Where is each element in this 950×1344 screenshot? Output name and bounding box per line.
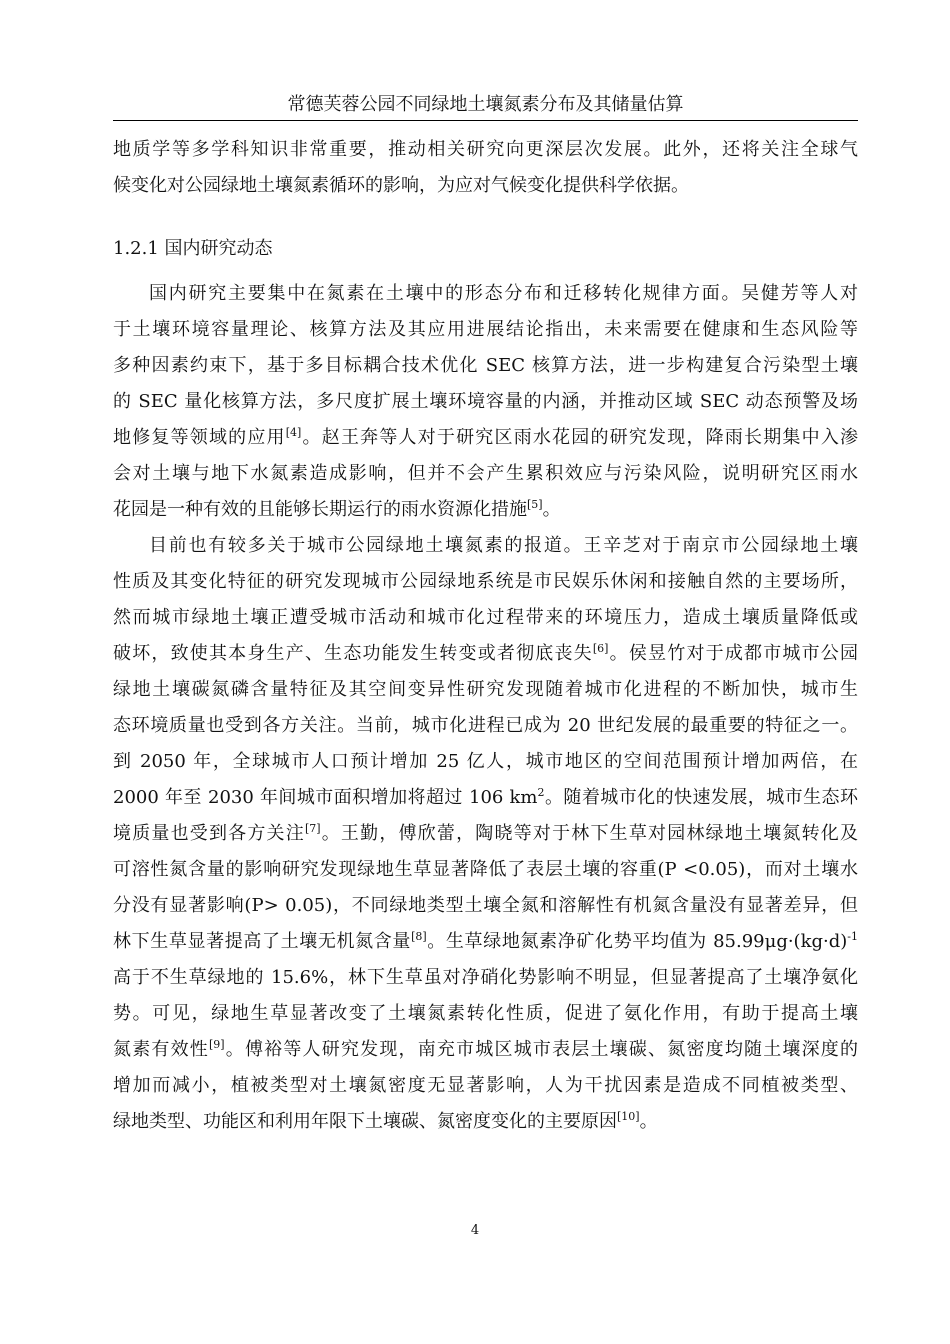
citation-ref: [10] [617, 1110, 640, 1123]
paragraph-line: 到 2050 年，全球城市人口预计增加 25 亿人，城市地区的空间范围预计增加两倍，在 [113, 751, 858, 772]
paragraph-line: 增加而减小，植被类型对土壤氮密度无显著影响，人为干扰因素是造成不同植被类型、 [113, 1075, 858, 1096]
line-text: 林下生草显著提高了土壤无机氮含量 [113, 931, 412, 952]
line-text: 。侯昱竹对于成都市城市公园 [608, 643, 859, 664]
line-text: 。生草绿地氮素净矿化势平均值为 85.99μg·(kg·d) [426, 931, 848, 952]
line-text: 地修复等领域的应用 [113, 427, 286, 448]
paragraph-line [113, 420, 858, 456]
citation-ref: [8] [411, 930, 427, 943]
citation-ref: [9] [208, 1038, 225, 1051]
paragraph-line: 国内研究主要集中在氮素在土壤中的形态分布和迁移转化规律方面。吴健芳等人对 [149, 283, 858, 304]
paragraph-line: 性质及其变化特征的研究发现城市公园绿地系统是市民娱乐休闲和接触自然的主要场所， [113, 571, 858, 592]
running-header: 常德芙蓉公园不同绿地土壤氮素分布及其储量估算 [287, 94, 684, 115]
paragraph-line: 候变化对公园绿地土壤氮素循环的影响，为应对气候变化提供科学依据。 [113, 175, 689, 196]
paragraph-line [113, 780, 858, 816]
line-text: 。赵王奔等人对于研究区雨水花园的研究发现，降雨长期集中入渗 [301, 427, 859, 448]
paragraph-line [113, 816, 858, 852]
paragraph-line [113, 1104, 858, 1140]
superscript: -1 [847, 930, 858, 943]
paragraph-line: 多种因素约束下，基于多目标耦合技术优化 SEC 核算方法，进一步构建复合污染型土壤 [113, 355, 858, 376]
line-text: 。 [542, 499, 561, 520]
line-text: 花园是一种有效的且能够长期运行的雨水资源化措施 [113, 499, 527, 520]
paragraph-line: 势。可见，绿地生草显著改变了土壤氮素转化性质，促进了氨化作用，有助于提高土壤 [113, 1003, 858, 1024]
line-text: 绿地类型、功能区和利用年限下土壤碳、氮密度变化的主要原因 [113, 1111, 617, 1132]
paragraph-line: 于土壤环境容量理论、核算方法及其应用进展结论指出，未来需要在健康和生态风险等 [113, 319, 858, 340]
paragraph-line: 的 SEC 量化核算方法，多尺度扩展土壤环境容量的内涵，并推动区域 SEC 动态预警及场 [113, 391, 858, 412]
line-text: 破坏，致使其本身生产、生态功能发生转变或者彻底丧失 [113, 643, 593, 664]
page-number: 4 [470, 1223, 480, 1238]
line-text: 境质量也受到各方关注 [113, 823, 305, 844]
header-rule [113, 120, 858, 121]
citation-ref: [4] [285, 426, 302, 439]
citation-ref: [7] [304, 822, 321, 835]
line-text: 。傅裕等人研究发现，南充市城区城市表层土壤碳、氮密度均随土壤深度的 [224, 1039, 859, 1060]
paragraph-line: 高于不生草绿地的 15.6%，林下生草虽对净硝化势影响不明显，但显著提高了土壤净氨化 [113, 967, 858, 988]
citation-ref: [6] [592, 642, 609, 655]
paragraph-line: 态环境质量也受到各方关注。当前，城市化进程已成为 20 世纪发展的最重要的特征之一。 [113, 715, 858, 736]
paragraph-line [113, 1032, 858, 1068]
paragraph-2 [113, 528, 858, 1140]
line-text: 。 [639, 1111, 658, 1132]
document-body [113, 132, 858, 1140]
paragraph-line [113, 924, 858, 960]
section-heading: 1.2.1 国内研究动态 [113, 238, 273, 259]
paragraph-line: 目前也有较多关于城市公园绿地土壤氮素的报道。王辛芝对于南京市公园绿地土壤 [149, 535, 858, 556]
paragraph-line: 会对土壤与地下水氮素造成影响，但并不会产生累积效应与污染风险，说明研究区雨水 [113, 463, 858, 484]
superscript: 2 [537, 786, 545, 799]
paragraph-line: 然而城市绿地土壤正遭受城市活动和城市化过程带来的环境压力，造成土壤质量降低或 [113, 607, 858, 628]
line-text: 氮素有效性 [113, 1039, 209, 1060]
paragraph-line [113, 636, 858, 672]
paragraph-line: 可溶性氮含量的影响研究发现绿地生草显著降低了表层土壤的容重(P <0.05)，而对土壤水 [113, 859, 858, 880]
line-text: 。随着城市化的快速发展，城市生态环 [544, 787, 858, 808]
citation-ref: [5] [527, 498, 543, 511]
intro-paragraph [113, 132, 858, 204]
paragraph-line: 地质学等多学科知识非常重要，推动相关研究向更深层次发展。此外，还将关注全球气 [113, 139, 858, 160]
paragraph-1 [113, 276, 858, 528]
paragraph-line: 分没有显著影响(P> 0.05)，不同绿地类型土壤全氮和溶解性有机氮含量没有显著差异，但 [113, 895, 858, 916]
paragraph-line: 绿地土壤碳氮磷含量特征及其空间变异性研究发现随着城市化进程的不断加快，城市生 [113, 679, 858, 700]
paragraph-line [113, 492, 858, 528]
line-text: 2000 年至 2030 年间城市面积增加将超过 106 km [113, 787, 538, 808]
line-text: 。王勤，傅欣蕾，陶晓等对于林下生草对园林绿地土壤氮转化及 [320, 823, 859, 844]
